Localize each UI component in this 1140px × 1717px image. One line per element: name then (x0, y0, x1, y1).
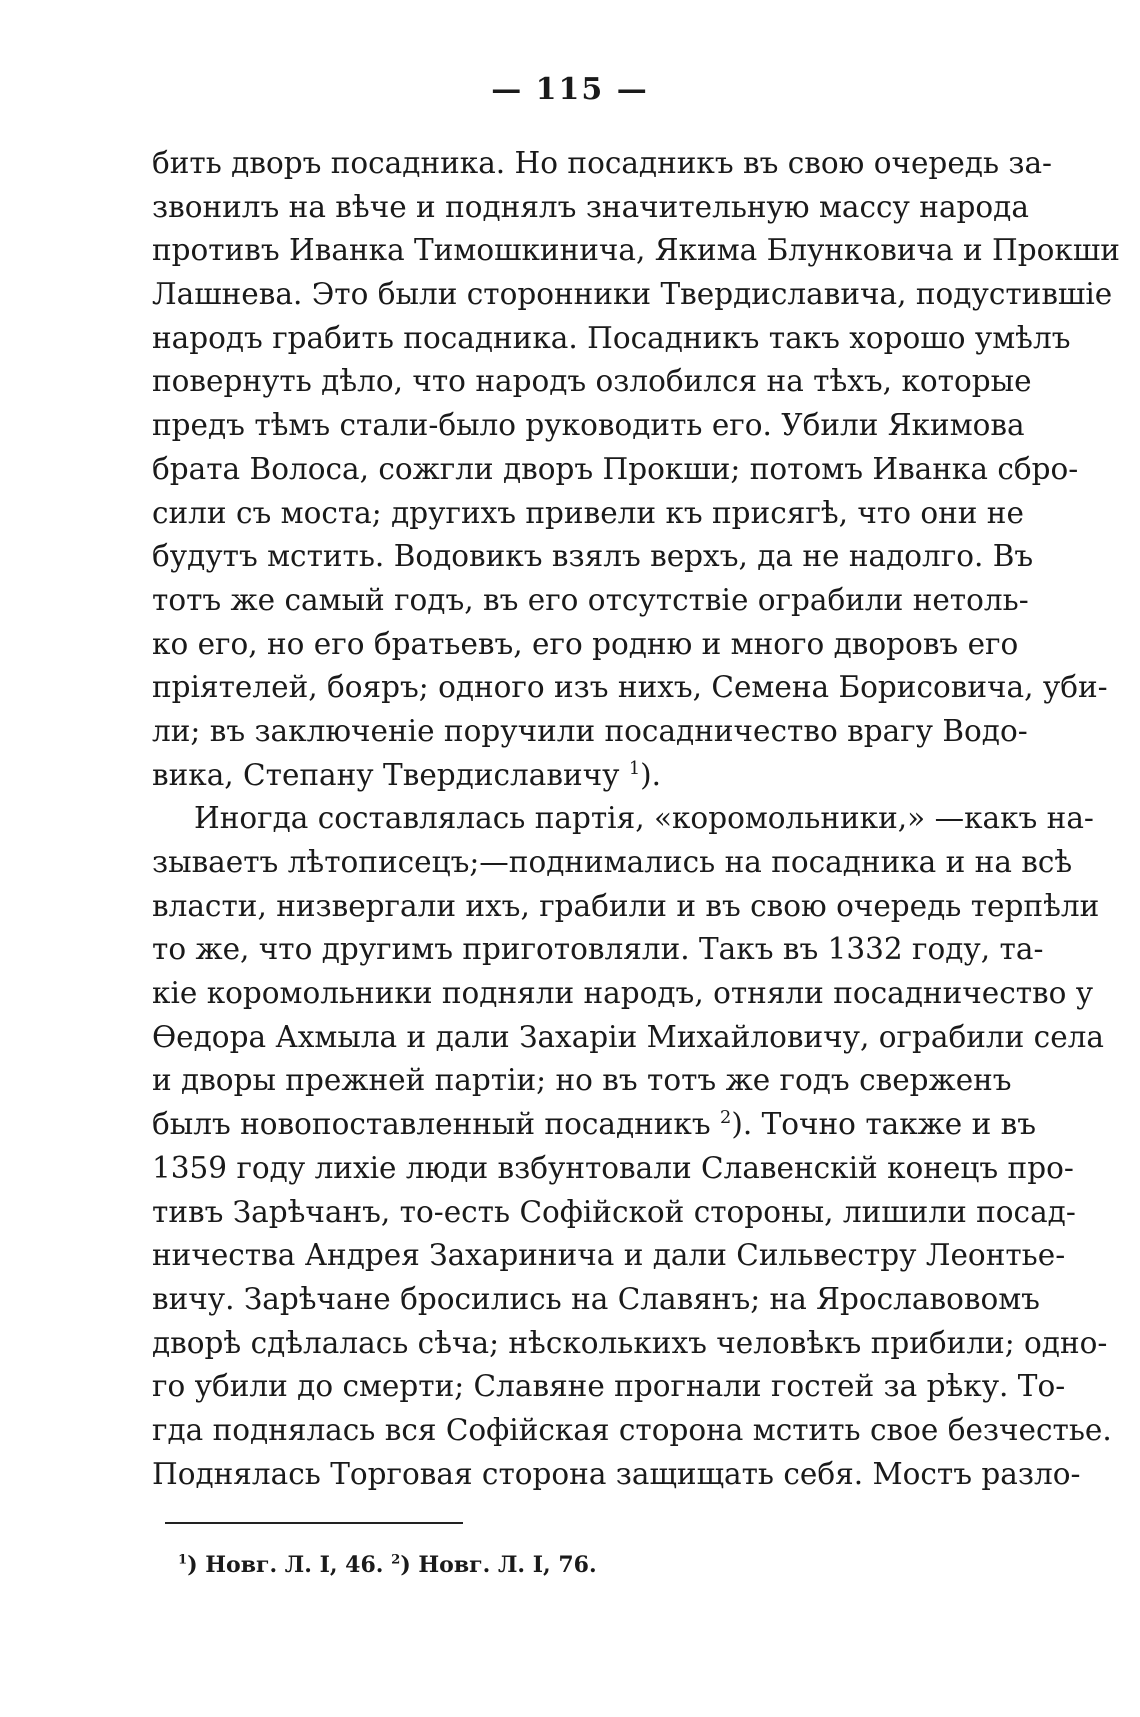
body-text (152, 142, 1120, 1496)
text-line: 1359 году лихіе люди взбунтовали Славенскій конецъ про- (152, 1150, 1074, 1185)
text-line: повернуть дѣло, что народъ озлобился на тѣхъ, которые (152, 364, 1032, 399)
line-text: ). (640, 757, 662, 792)
text-line: го убили до смерти; Славяне прогнали гостей за рѣку. То- (152, 1369, 1066, 1404)
text-line: бить дворъ посадника. Но посадникъ въ свою очередь за- (152, 146, 1053, 180)
text-line: противъ Иванка Тимошкинича, Якима Блунковича и Прокши (152, 233, 1120, 268)
footnotes (178, 1552, 597, 1578)
text-line: то же, что другимъ приготовляли. Такъ въ 1332 году, та- (152, 932, 1044, 967)
text-line: Лашнева. Это были сторонники Твердиславича, подустившіе (152, 277, 1113, 312)
footnote-number: 2 (391, 1552, 401, 1568)
line-text: ). Точно также и въ (731, 1107, 1037, 1142)
text-line: кіе коромольники подняли народъ, отняли посадничество у (152, 976, 1094, 1011)
text-line: дворѣ сдѣлалась сѣча; нѣсколькихъ человѣкъ прибили; одно- (152, 1325, 1108, 1360)
footnote-number: 1 (178, 1552, 188, 1568)
text-line: сили съ моста; другихъ привели къ присягѣ, что они не (152, 495, 1024, 530)
text-line: ли; въ заключеніе поручили посадничество врагу Водо- (152, 713, 1028, 748)
page-number: — 115 — (491, 72, 649, 107)
text-line: брата Волоса, сожгли дворъ Прокши; потомъ Иванка сбро- (152, 451, 1079, 486)
text-line: гда поднялась вся Софійская сторона мстить свое безчестье. (152, 1412, 1112, 1447)
text-line (152, 754, 988, 798)
text-line: вичу. Зарѣчане бросились на Славянъ; на Ярославовомъ (152, 1281, 1040, 1316)
text-line: пріятелей, бояръ; одного изъ нихъ, Семена Борисовича, уби- (152, 670, 1108, 705)
text-line: и дворы прежней партіи; но въ тотъ же годъ сверженъ (152, 1063, 1012, 1098)
text-line: тивъ Зарѣчанъ, то-есть Софійской стороны, лишили посад- (152, 1194, 1076, 1229)
line-text: вика, Степану Твердиславичу (152, 757, 620, 792)
text-line: народъ грабить посадника. Посадникъ такъ хорошо умѣлъ (152, 320, 1071, 355)
footnote-text: ) Новг. Л. I, 76. (400, 1552, 597, 1578)
text-line: Поднялась Торговая сторона защищать себя. Мостъ разло- (152, 1456, 1081, 1491)
text-line: Иногда составлялась партія, «коромольники,» —какъ на- (194, 801, 1094, 836)
text-line: зываетъ лѣтописецъ;—поднимались на посадника и на всѣ (152, 845, 1073, 879)
text-line: звонилъ на вѣче и поднялъ значительную массу народа (152, 189, 1029, 224)
text-line: тотъ же самый годъ, въ его отсутствіе ограбили нетоль- (152, 582, 1029, 617)
footnote-ref-2: 2 (720, 1108, 732, 1129)
text-line (152, 1103, 1037, 1147)
footnote-divider (165, 1522, 463, 1524)
text-line: будутъ мстить. Водовикъ взялъ верхъ, да не надолго. Въ (152, 539, 1034, 574)
line-text: былъ новопоставленный посадникъ (152, 1107, 711, 1142)
text-line: предъ тѣмъ стали-было руководить его. Убили Якимова (152, 408, 1025, 443)
text-line: Ѳедора Ахмыла и дали Захаріи Михайловичу, ограбили села (152, 1019, 1104, 1054)
text-line: власти, низвергали ихъ, грабили и въ свою очередь терпѣли (152, 888, 1100, 923)
footnote-ref-1: 1 (628, 758, 641, 779)
text-line: ко его, но его братьевъ, его родню и много дворовъ его (152, 626, 1019, 661)
footnote-text: ) Новг. Л. I, 46. (187, 1552, 384, 1578)
text-line: ничества Андрея Захаринича и дали Сильвестру Леонтье- (152, 1238, 1066, 1273)
